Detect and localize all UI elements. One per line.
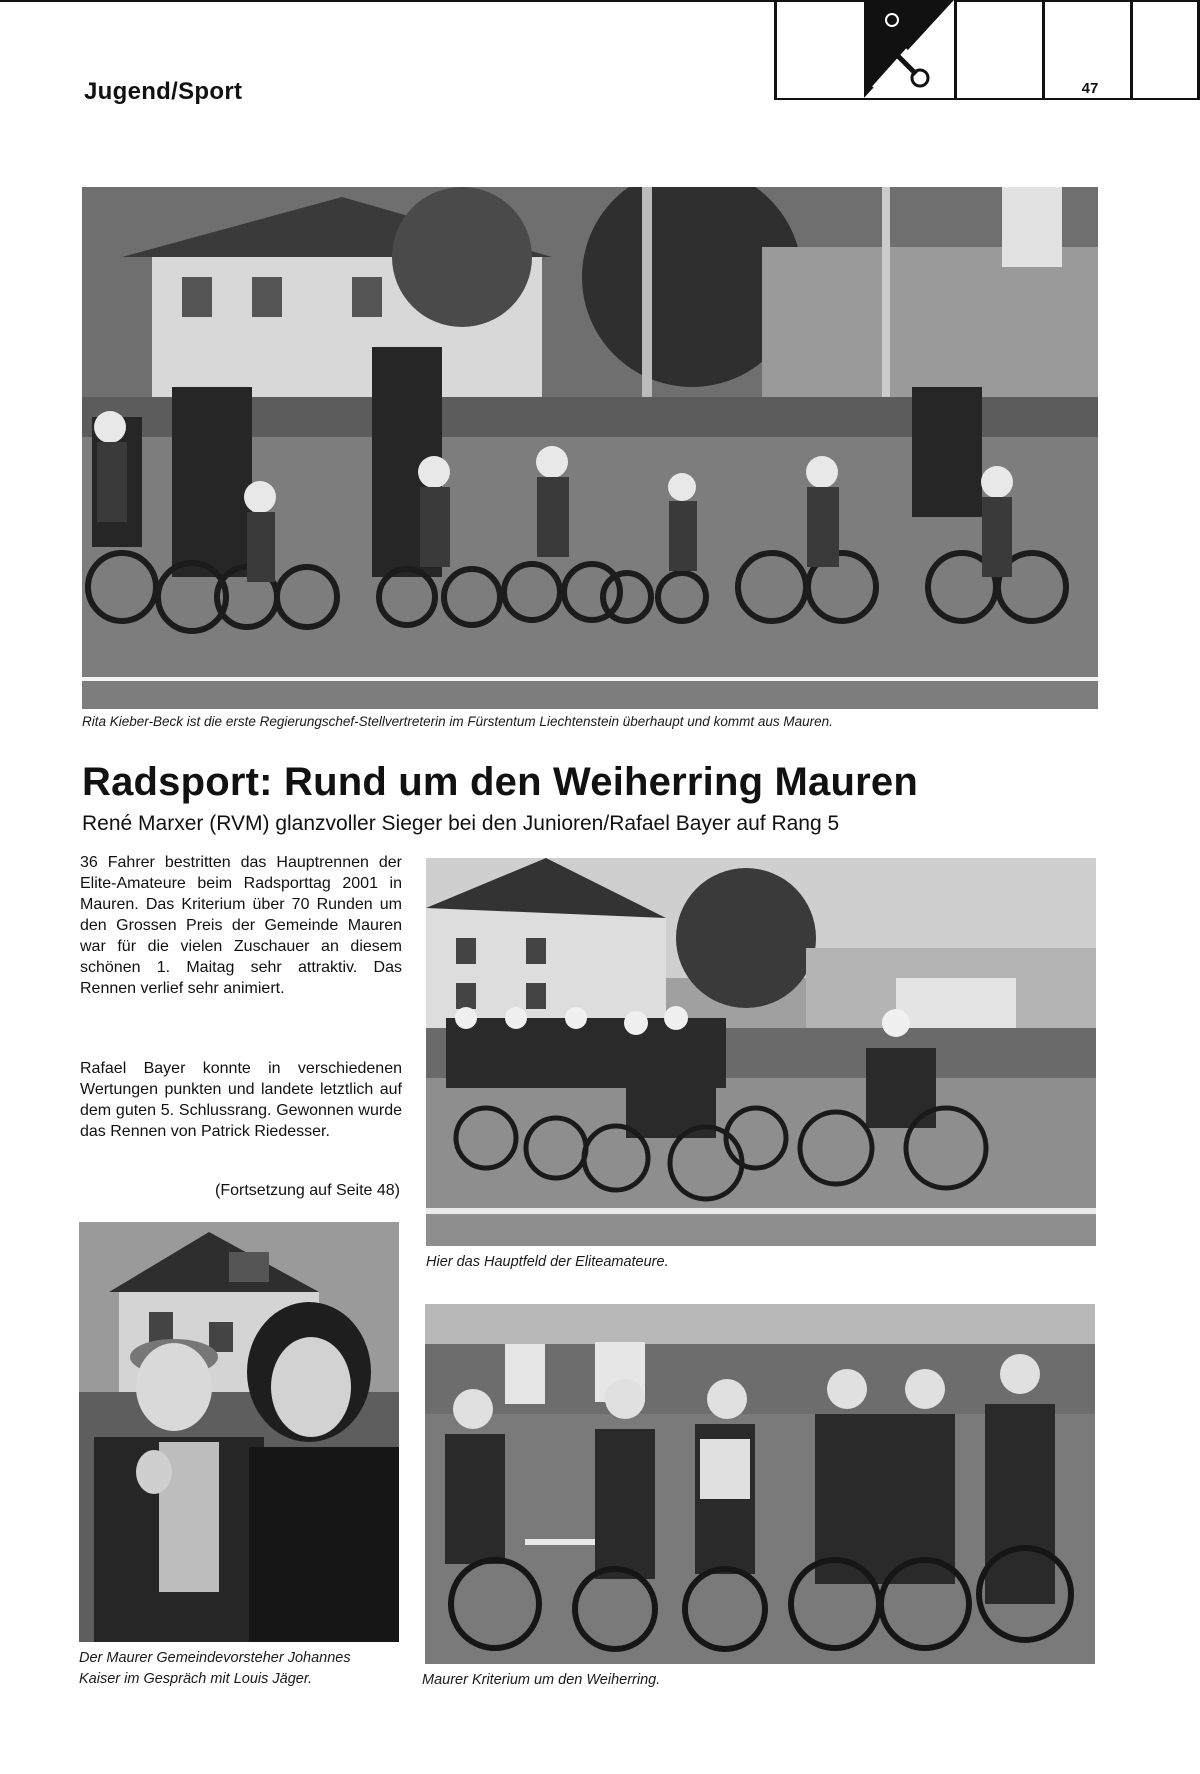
coat-of-arms-icon (864, 0, 954, 98)
photo-peloton (426, 858, 1096, 1246)
article-paragraph-2: Rafael Bayer konnte in verschiedenen Wertungen punkten und landete letztlich auf dem guten 5. Schlussrang. Gewonnen wurde das Rennen von Patrick Riedesser. (80, 1060, 402, 1140)
header-boxes (774, 0, 1200, 100)
page-number: 47 (1081, 80, 1099, 97)
article-subheadline: René Marxer (RVM) glanzvoller Sieger bei den Junioren/Rafael Bayer auf Rang 5 (82, 812, 840, 835)
continuation-note: (Fortsetzung auf Seite 48) (215, 1182, 400, 1199)
photo-caption-portrait-line-2: Kaiser im Gespräch mit Louis Jäger. (79, 1671, 313, 1687)
article-headline: Radsport: Rund um den Weiherring Mauren (82, 760, 918, 804)
section-label: Jugend/Sport (84, 78, 243, 105)
photo-children-start-line (82, 187, 1098, 709)
photo-caption-portrait-line-1: Der Maurer Gemeindevorsteher Johannes (79, 1650, 351, 1666)
photo-caption-peloton: Hier das Hauptfeld der Eliteamateure. (426, 1254, 669, 1270)
photo-caption-criterium: Maurer Kriterium um den Weiherring. (422, 1672, 661, 1688)
photo-kids-criterium (425, 1304, 1095, 1664)
photo-johannes-kaiser-louis-jaeger (79, 1222, 399, 1642)
photo-caption-top: Rita Kieber-Beck ist die erste Regierungschef-Stellvertreterin im Fürstentum Liechtenstein überhaupt und kommt aus Mauren. (82, 714, 833, 729)
article-paragraph-1: 36 Fahrer bestritten das Hauptrennen der Elite-Amateure beim Radsporttag 2001 in Mauren. Das Kriterium über 70 Runden um den Grossen Preis der Gemeinde Mauren war für die vielen Zuschauer an diesem schönen 1. Maitag sehr attraktiv. Das Rennen verlief sehr animiert. (80, 854, 402, 997)
